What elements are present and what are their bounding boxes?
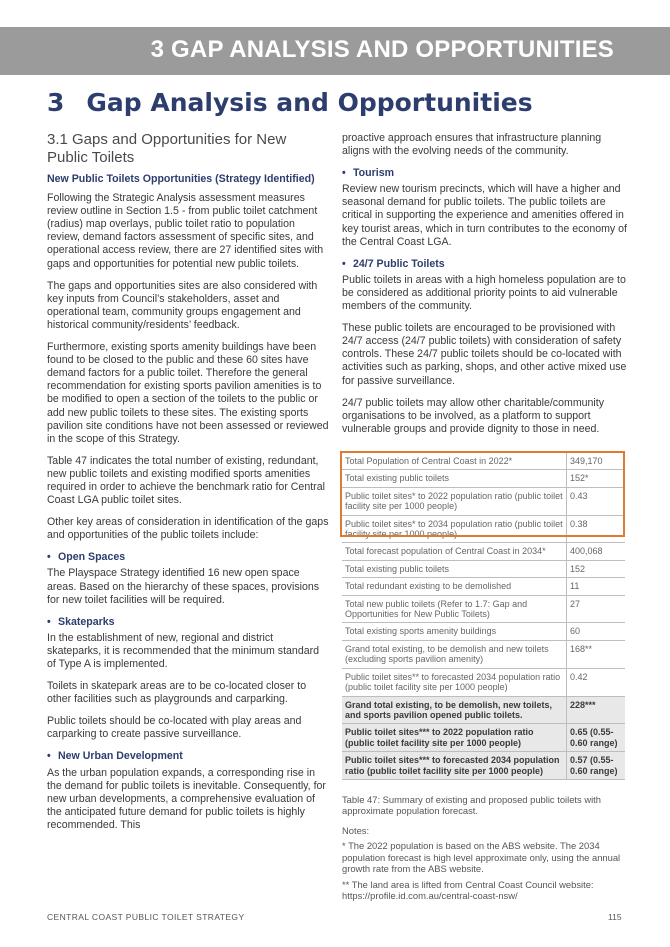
bullet-icon: • [342,257,346,270]
table-cell-label: Total existing sports amenity buildings [342,623,567,640]
table-cell-value: 0.65 (0.55-0.60 range) [567,724,626,752]
table-cell-label: Public toilet sites* to 2034 population ratio (public toilet facility site per 1000 people) [342,515,567,543]
paragraph: Other key areas of consideration in identification of the gaps and opportunities of the public toilets include: [47,516,329,542]
table-row [342,595,625,623]
table-cell-value: 0.43 [567,487,626,515]
right-column [342,132,627,445]
table-row [342,470,625,487]
page-number: 115 [608,912,622,922]
table-row [342,560,625,577]
table-cell-label: Total Population of Central Coast in 2022* [342,453,567,470]
table-row [342,668,625,696]
table-cell-value: 228*** [567,696,626,724]
bullet-icon: • [342,167,346,180]
bullet-heading: • New Urban Development [47,750,183,763]
paragraph: Public toilets should be co-located with play areas and carparking to create passive surveillance. [47,715,302,741]
notes-title: Notes: [342,825,370,836]
table-row [342,487,625,515]
table-cell-label: Total new public toilets (Refer to 1.7: Gap and Opportunities for New Public Toilets) [342,595,567,623]
paragraph: proactive approach ensures that infrastructure planning aligns with the evolving needs of the community. [342,132,602,158]
table-cell-label: Public toilet sites** to forecasted 2034 population ratio (public toilet facility site per 1000 people) [342,668,567,696]
section-title: 3.1 Gaps and Opportunities for New Public Toilets [47,131,287,166]
table-cell-value: 11 [567,578,626,595]
table-row [342,696,625,724]
paragraph: Toilets in skatepark areas are to be co-located closer to other facilities such as playgrounds and carparking. [47,680,307,706]
table-cell-value: 27 [567,595,626,623]
table-row [342,640,625,668]
banner-title: 3 GAP ANALYSIS AND OPPORTUNITIES [150,36,614,63]
paragraph: Review new tourism precincts, which will have a higher and seasonal demand for public toilets. The public toilets are critical in supporting the experience and amenities offered in key tourist areas, which in turn contributes to the economy of the Central Coast LGA. [342,183,627,248]
left-column [47,131,329,841]
bullet-icon: • [47,750,51,763]
note: ** The land area is lifted from Central Coast Council website: https://profile.id.com.au/central-coast-nsw/ [342,878,594,902]
table-cell-label: Total existing public toilets [342,470,567,487]
table-row [342,515,625,543]
table-cell-label: Public toilet sites*** to 2022 population ratio (public toilet facility site per 1000 people) [342,724,567,752]
table-cell-value: 0.42 [567,668,626,696]
table-row [342,752,625,780]
table-row [342,623,625,640]
table-row [342,578,625,595]
subsection-title: New Public Toilets Opportunities (Strategy Identified) [47,173,315,185]
paragraph: The gaps and opportunities sites are also considered with key inputs from Council’s stakeholders, asset and operational team, community groups engagement and historical community/residents’ feedback. [47,279,318,331]
table-row [342,543,625,560]
table-cell-label: Grand total existing, to be demolish, new toilets, and sports pavilion opened public toilets. [342,696,567,724]
summary-table [342,453,625,780]
bullet-heading: • 24/7 Public Toilets [342,257,445,270]
paragraph: As the urban population expands, a corresponding rise in the demand for public toilets is inevitable. Consequently, for new urban developments, a comprehensive evaluation of the anticipated future demand for public toilets is highly recommended. This [47,766,326,831]
table-cell-value: 0.57 (0.55-0.60 range) [567,752,626,780]
table-cell-value: 0.38 [567,515,626,543]
bullet-icon: • [47,615,51,628]
paragraph: These public toilets are encouraged to be provisioned with 24/7 access (24/7 public toilets) with consideration of safety controls. These 24/7 public toilets should be co-located with activities such as parking, shops, and other active mixed use for passive surveillance. [342,322,627,387]
note: * The 2022 population is based on the ABS website. The 2034 population forecast is high level approximate only, using the annual growth rate from the ABS website. [342,840,621,875]
table-cell-value: 60 [567,623,626,640]
table-cell-label: Public toilet sites* to 2022 population ratio (public toilet facility site per 1000 people) [342,487,567,515]
notes [342,825,627,905]
paragraph: Table 47 indicates the total number of existing, redundant, new public toilets and existing modified sports amenities required in order to achieve the benchmark ratio for Central Coast LGA public toilet sites. [47,454,325,507]
paragraph: Following the Strategic Analysis assessment measures review outline in Section 1.5 - from public toilet catchment (radius) map overlays, public toilet ratio to population review, demand factors assessment of specific sites, and operational access review, there are 27 identified sites with gaps and opportunities for potential new public toilets. [47,192,324,270]
table-cell-value: 349,170 [567,453,626,470]
table-row [342,453,625,470]
bullet-heading: • Tourism [342,167,395,180]
table-cell-value: 168** [567,640,626,668]
table-caption: Table 47: Summary of existing and proposed public toilets with approximate population forecast. [342,794,601,817]
table-cell-label: Total existing public toilets [342,560,567,577]
table-cell-value: 400,068 [567,543,626,560]
page-title [47,88,533,117]
paragraph: Furthermore, existing sports amenity buildings have been found to be closed to the public and these 60 sites have demand factors for a public toilet. Therefore the general recommendation for existing sports pavilion amenities is to be modified to open a section of the toilets to the public or add new public toilets to these sites. The existing sports pavilion site conditions have not been assessed or reviewed in the scope of this Strategy. [47,341,329,445]
paragraph: The Playspace Strategy identified 16 new open space areas. Based on the hierarchy of these spaces, provisions for new toilet facilities will be required. [47,567,320,606]
chapter-number: 3 [47,88,65,117]
bullet-heading: • Open Spaces [47,551,126,564]
table-row [342,724,625,752]
paragraph: 24/7 public toilets may allow other charitable/community organisations to be involved, as a platform to support vulnerable groups and provide dignity to those in need. [342,396,605,435]
table-cell-label: Public toilet sites*** to forecasted 2034 population ratio (public toilet facility site per 1000 people) [342,752,567,780]
paragraph: Public toilets in areas with a high homeless population are to be considered as additional priority points to aid vulnerable members of the community. [342,273,626,313]
table-cell-value: 152 [567,560,626,577]
section-banner [0,27,670,75]
bullet-heading: • Skateparks [47,615,115,628]
bullet-icon: • [47,551,51,564]
table-cell-label: Total redundant existing to be demolished [342,578,567,595]
paragraph: In the establishment of new, regional and district skateparks, it is recommended that the minimum standard of Type A is implemented. [47,631,320,670]
table-cell-value: 152* [567,470,626,487]
footer-document-title: CENTRAL COAST PUBLIC TOILET STRATEGY [47,912,245,922]
chapter-title: Gap Analysis and Opportunities [86,88,533,117]
table-cell-label: Grand total existing, to be demolish and new toilets (excluding sports pavilion amenity) [342,640,567,668]
table-cell-label: Total forecast population of Central Coast in 2034* [342,543,567,560]
